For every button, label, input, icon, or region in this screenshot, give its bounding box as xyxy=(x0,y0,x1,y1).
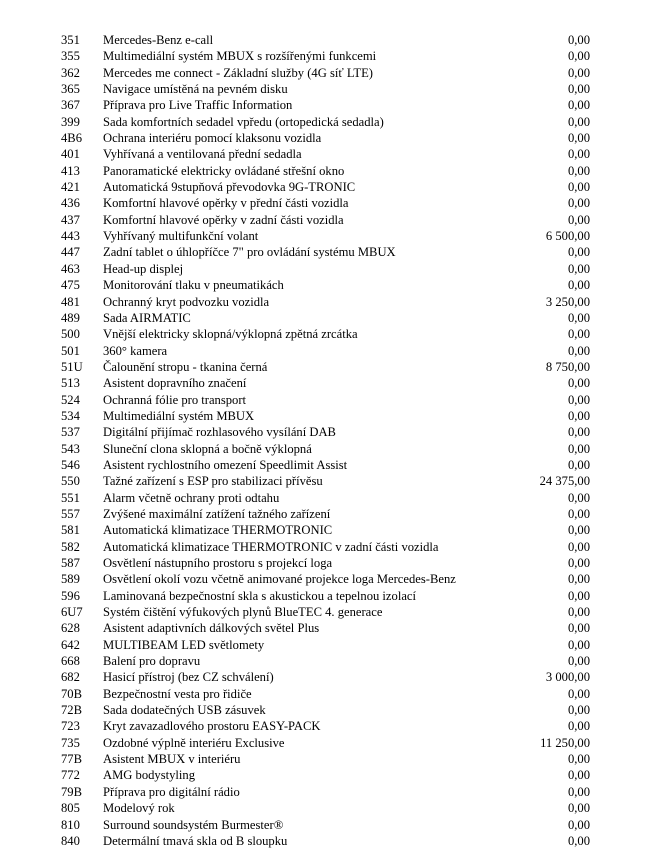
equipment-row xyxy=(0,653,650,669)
equipment-row xyxy=(0,441,650,457)
option-description: 360° kamera xyxy=(103,343,168,358)
option-description: Hasicí přístroj (bez CZ schválení) xyxy=(103,670,274,685)
equipment-row xyxy=(0,620,650,636)
option-description: Vnější elektricky sklopná/výklopná zpětná zrcátka xyxy=(103,327,358,342)
option-price: 0,00 xyxy=(567,65,590,80)
option-code: 399 xyxy=(61,114,80,129)
option-code: 72B xyxy=(61,703,82,718)
option-code: 6U7 xyxy=(61,605,83,620)
option-description: Asistent dopravního značení xyxy=(103,376,247,391)
option-code: 537 xyxy=(61,425,80,440)
equipment-row xyxy=(0,686,650,702)
option-price: 0,00 xyxy=(567,784,590,799)
option-code: 355 xyxy=(61,49,80,64)
option-description: Digitální přijímač rozhlasového vysílání DAB xyxy=(103,425,336,440)
option-code: 421 xyxy=(61,180,80,195)
equipment-row xyxy=(0,179,650,195)
equipment-row xyxy=(0,359,650,375)
option-price: 0,00 xyxy=(567,98,590,113)
option-code: 489 xyxy=(61,310,80,325)
option-price: 0,00 xyxy=(567,392,590,407)
equipment-row xyxy=(0,163,650,179)
option-price: 11 250,00 xyxy=(540,735,590,750)
option-description: Ochranná fólie pro transport xyxy=(103,392,247,407)
option-code: 501 xyxy=(61,343,80,358)
option-code: 447 xyxy=(61,245,80,260)
option-description: Čalounění stropu - tkanina černá xyxy=(103,359,268,374)
equipment-row xyxy=(0,473,650,489)
option-price: 0,00 xyxy=(567,654,590,669)
equipment-row xyxy=(0,212,650,228)
option-code: 534 xyxy=(61,408,80,423)
option-code: 810 xyxy=(61,817,80,832)
option-description: Tažné zařízení s ESP pro stabilizaci přívěsu xyxy=(103,474,323,489)
option-code: 367 xyxy=(61,98,80,113)
option-price: 0,00 xyxy=(567,114,590,129)
option-code: 587 xyxy=(61,556,80,570)
equipment-row xyxy=(0,784,650,800)
option-description: Head-up displej xyxy=(103,261,184,276)
option-description: Zvýšené maximální zatížení tažného zařízení xyxy=(103,506,331,521)
option-code: 437 xyxy=(61,212,80,227)
option-description: Multimediální systém MBUX xyxy=(103,408,255,423)
equipment-row xyxy=(0,833,650,849)
equipment-row xyxy=(0,228,650,244)
option-description: Vyhřívaná a ventilovaná přední sedadla xyxy=(103,147,302,162)
option-code: 463 xyxy=(61,261,80,276)
option-description: Balení pro dopravu xyxy=(103,654,201,669)
equipment-row xyxy=(0,571,650,587)
equipment-row xyxy=(0,637,650,653)
option-price: 0,00 xyxy=(567,278,590,293)
option-description: Asistent rychlostního omezení Speedlimit Assist xyxy=(103,457,348,472)
equipment-row xyxy=(0,735,650,751)
equipment-row xyxy=(0,539,650,555)
equipment-row xyxy=(0,800,650,816)
option-price: 3 250,00 xyxy=(545,294,590,309)
option-code: 682 xyxy=(61,670,80,685)
option-code: 4B6 xyxy=(61,131,82,146)
option-price: 0,00 xyxy=(567,523,590,538)
equipment-row xyxy=(0,310,650,326)
equipment-row xyxy=(0,490,650,506)
option-price: 0,00 xyxy=(567,572,590,587)
option-price: 0,00 xyxy=(567,556,590,570)
option-description: Osvětlení nástupního prostoru s projekcí loga xyxy=(103,556,333,570)
option-price: 6 500,00 xyxy=(545,229,590,244)
option-code: 723 xyxy=(61,719,80,734)
equipment-row xyxy=(0,457,650,473)
option-description: Sada dodatečných USB zásuvek xyxy=(103,703,266,718)
equipment-row xyxy=(0,669,650,685)
option-code: 772 xyxy=(61,768,80,783)
option-description: Automatická klimatizace THERMOTRONIC v zadní části vozidla xyxy=(103,539,439,554)
option-code: 77B xyxy=(61,752,82,767)
option-description: Monitorování tlaku v pneumatikách xyxy=(103,278,284,293)
equipment-row xyxy=(0,702,650,718)
option-price: 3 000,00 xyxy=(545,670,590,685)
option-price: 0,00 xyxy=(567,637,590,652)
option-code: 362 xyxy=(61,65,80,80)
option-description: Komfortní hlavové opěrky v zadní části vozidla xyxy=(103,212,344,227)
equipment-row xyxy=(0,522,650,538)
option-price: 0,00 xyxy=(567,506,590,521)
equipment-row xyxy=(0,506,650,522)
equipment-row xyxy=(0,751,650,767)
equipment-row xyxy=(0,604,650,620)
option-code: 581 xyxy=(61,523,80,538)
option-description: Vyhřívaný multifunkční volant xyxy=(103,229,259,244)
equipment-row xyxy=(0,277,650,293)
equipment-row xyxy=(0,146,650,162)
option-code: 642 xyxy=(61,637,80,652)
option-description: Sada komfortních sedadel vpředu (ortopedická sedadla) xyxy=(103,114,384,129)
option-description: Panoramatické elektricky ovládané střešní okno xyxy=(103,163,345,178)
option-description: Mercedes me connect - Základní služby (4G síť LTE) xyxy=(103,65,373,80)
option-description: Zadní tablet o úhlopříčce 7" pro ovládání systému MBUX xyxy=(103,245,396,260)
option-code: 735 xyxy=(61,735,80,750)
option-price: 0,00 xyxy=(567,752,590,767)
option-price: 0,00 xyxy=(567,212,590,227)
option-description: Systém čištění výfukových plynů BlueTEC 4. generace xyxy=(103,605,383,620)
option-price: 0,00 xyxy=(567,719,590,734)
option-code: 805 xyxy=(61,801,80,816)
equipment-row xyxy=(0,718,650,734)
option-description: Sluneční clona sklopná a bočně výklopná xyxy=(103,441,312,456)
option-code: 589 xyxy=(61,572,80,587)
option-code: 481 xyxy=(61,294,80,309)
option-description: Automatická klimatizace THERMOTRONIC xyxy=(103,523,333,538)
option-price: 0,00 xyxy=(567,376,590,391)
equipment-row xyxy=(0,375,650,391)
option-description: MULTIBEAM LED světlomety xyxy=(103,637,265,652)
option-description: Příprava pro digitální rádio xyxy=(103,784,240,799)
option-description: Příprava pro Live Traffic Information xyxy=(103,98,293,113)
option-price: 0,00 xyxy=(567,163,590,178)
option-price: 0,00 xyxy=(567,131,590,146)
option-description: Alarm včetně ochrany proti odtahu xyxy=(103,490,280,505)
option-code: 840 xyxy=(61,833,80,848)
option-code: 70B xyxy=(61,686,82,701)
option-price: 0,00 xyxy=(567,33,590,47)
option-code: 351 xyxy=(61,33,80,47)
option-code: 546 xyxy=(61,457,80,472)
option-price: 0,00 xyxy=(567,82,590,97)
equipment-row xyxy=(0,261,650,277)
option-description: Osvětlení okolí vozu včetně animované projekce loga Mercedes-Benz xyxy=(103,572,456,587)
option-price: 0,00 xyxy=(567,703,590,718)
option-code: 475 xyxy=(61,278,80,293)
option-code: 668 xyxy=(61,654,80,669)
option-description: Modelový rok xyxy=(103,801,175,816)
equipment-row xyxy=(0,48,650,64)
option-price: 0,00 xyxy=(567,588,590,603)
option-description: Bezpečnostní vesta pro řidiče xyxy=(103,686,252,701)
option-code: 413 xyxy=(61,163,80,178)
option-price: 0,00 xyxy=(567,310,590,325)
option-code: 557 xyxy=(61,506,80,521)
option-description: Asistent adaptivních dálkových světel Plus xyxy=(103,621,320,636)
option-description: Laminovaná bezpečnostní skla s akustickou a tepelnou izolací xyxy=(103,588,416,603)
equipment-row xyxy=(0,424,650,440)
option-price: 0,00 xyxy=(567,49,590,64)
equipment-row xyxy=(0,97,650,113)
option-code: 550 xyxy=(61,474,80,489)
equipment-row xyxy=(0,555,650,571)
equipment-row xyxy=(0,81,650,97)
option-code: 596 xyxy=(61,588,80,603)
option-description: Asistent MBUX v interiéru xyxy=(103,752,241,767)
equipment-row xyxy=(0,294,650,310)
equipment-rows xyxy=(0,32,650,849)
option-price: 24 375,00 xyxy=(539,474,590,489)
equipment-row xyxy=(0,408,650,424)
option-description: Kryt zavazadlového prostoru EASY-PACK xyxy=(103,719,321,734)
option-price: 8 750,00 xyxy=(545,359,590,374)
option-code: 401 xyxy=(61,147,80,162)
option-code: 79B xyxy=(61,784,82,799)
equipment-row xyxy=(0,65,650,81)
option-price: 0,00 xyxy=(567,441,590,456)
equipment-row xyxy=(0,130,650,146)
option-price: 0,00 xyxy=(567,408,590,423)
option-description: Ozdobné výplně interiéru Exclusive xyxy=(103,735,285,750)
option-price: 0,00 xyxy=(567,833,590,848)
option-price: 0,00 xyxy=(567,147,590,162)
option-code: 524 xyxy=(61,392,80,407)
option-description: Ochrana interiéru pomocí klaksonu vozidla xyxy=(103,131,322,146)
equipment-row xyxy=(0,32,650,48)
option-description: AMG bodystyling xyxy=(103,768,196,783)
option-price: 0,00 xyxy=(567,686,590,701)
option-code: 551 xyxy=(61,490,80,505)
option-description: Ochranný kryt podvozku vozidla xyxy=(103,294,270,309)
equipment-row xyxy=(0,114,650,130)
option-price: 0,00 xyxy=(567,457,590,472)
option-code: 443 xyxy=(61,229,80,244)
option-code: 513 xyxy=(61,376,80,391)
option-price: 0,00 xyxy=(567,327,590,342)
option-code: 436 xyxy=(61,196,80,211)
option-price: 0,00 xyxy=(567,180,590,195)
option-code: 500 xyxy=(61,327,80,342)
equipment-row xyxy=(0,195,650,211)
option-price: 0,00 xyxy=(567,425,590,440)
equipment-row xyxy=(0,326,650,342)
option-code: 365 xyxy=(61,82,80,97)
option-price: 0,00 xyxy=(567,817,590,832)
option-description: Sada AIRMATIC xyxy=(103,310,191,325)
option-description: Determální tmavá skla od B sloupku xyxy=(103,833,288,848)
option-price: 0,00 xyxy=(567,768,590,783)
option-description: Automatická 9stupňová převodovka 9G-TRONIC xyxy=(103,180,356,195)
option-description: Multimediální systém MBUX s rozšířenými funkcemi xyxy=(103,49,377,64)
option-code: 582 xyxy=(61,539,80,554)
option-code: 543 xyxy=(61,441,80,456)
equipment-row xyxy=(0,343,650,359)
option-price: 0,00 xyxy=(567,621,590,636)
option-price: 0,00 xyxy=(567,539,590,554)
option-description: Komfortní hlavové opěrky v přední části vozidla xyxy=(103,196,349,211)
option-price: 0,00 xyxy=(567,605,590,620)
option-price: 0,00 xyxy=(567,261,590,276)
option-price: 0,00 xyxy=(567,801,590,816)
equipment-row xyxy=(0,767,650,783)
equipment-row xyxy=(0,588,650,604)
option-price: 0,00 xyxy=(567,343,590,358)
option-description: Mercedes-Benz e-call xyxy=(103,33,214,47)
option-code: 628 xyxy=(61,621,80,636)
equipment-row xyxy=(0,244,650,260)
option-price: 0,00 xyxy=(567,196,590,211)
option-price: 0,00 xyxy=(567,245,590,260)
option-description: Navigace umístěná na pevném disku xyxy=(103,82,288,97)
equipment-row xyxy=(0,817,650,833)
equipment-row xyxy=(0,392,650,408)
option-description: Surround soundsystém Burmester® xyxy=(103,817,284,832)
option-code: 51U xyxy=(61,359,83,374)
option-price: 0,00 xyxy=(567,490,590,505)
